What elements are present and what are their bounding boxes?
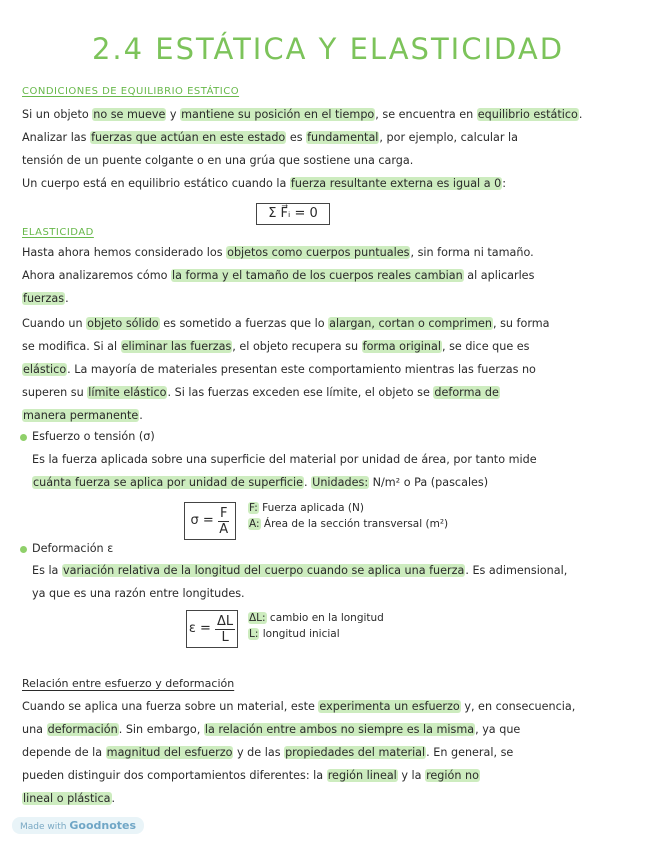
text-run: . Es adimensional, bbox=[465, 564, 568, 577]
highlighted-text: elástico bbox=[23, 363, 67, 376]
strain-legend bbox=[248, 610, 384, 642]
text-run: y, en consecuencia, bbox=[460, 700, 576, 713]
text-line bbox=[22, 385, 642, 401]
text-run: . bbox=[65, 292, 69, 305]
bullet-dot-icon bbox=[20, 546, 27, 553]
highlighted-text: fundamental bbox=[307, 131, 379, 144]
text-run: . bbox=[304, 476, 312, 489]
text-line bbox=[22, 107, 642, 123]
text-run: Es la bbox=[32, 564, 62, 577]
section-heading-equilibrium: CONDICIONES DE EQUILIBRIO ESTÁTICO bbox=[22, 86, 240, 97]
text-run: : bbox=[502, 177, 507, 190]
stress-numerator: F bbox=[219, 505, 228, 521]
bullet-stress bbox=[20, 430, 155, 443]
section-heading-relation: Relación entre esfuerzo y deformación bbox=[22, 677, 235, 690]
highlighted-text: deforma de bbox=[434, 386, 499, 399]
text-run: depende de la bbox=[22, 746, 106, 759]
text-run: . bbox=[111, 792, 116, 805]
text-line bbox=[22, 791, 642, 807]
text-run: Es la fuerza aplicada sobre una superficie del material por unidad de área, por tanto mide bbox=[32, 453, 537, 466]
text-run: , se encuentra en bbox=[375, 108, 477, 121]
highlighted-text: F: bbox=[249, 502, 258, 514]
highlighted-text: experimenta un esfuerzo bbox=[319, 700, 460, 713]
text-run: es bbox=[286, 131, 307, 144]
text-line bbox=[22, 316, 642, 332]
highlighted-text: cuánta fuerza se aplica por unidad de superficie bbox=[33, 476, 304, 489]
text-run: . bbox=[139, 409, 143, 422]
equilibrium-formula-box: Σ F⃗ᵢ = 0 bbox=[256, 203, 330, 225]
highlighted-text: objetos como cuerpos puntuales bbox=[227, 246, 410, 259]
highlighted-text: L: bbox=[249, 628, 259, 640]
text-run: N/m² o Pa (pascales) bbox=[369, 476, 489, 489]
text-run: Cuando un bbox=[22, 317, 87, 330]
text-run: Analizar las bbox=[22, 131, 91, 144]
highlighted-text: la forma y el tamaño de los cuerpos reales cambian bbox=[172, 269, 463, 282]
strain-formula-lhs: ε = bbox=[188, 621, 211, 636]
text-line bbox=[22, 153, 642, 169]
highlighted-text: A: bbox=[249, 518, 260, 530]
text-line bbox=[22, 362, 642, 378]
text-line bbox=[22, 176, 642, 192]
text-run: ya que es una razón entre longitudes. bbox=[32, 587, 245, 600]
text-line bbox=[22, 408, 642, 424]
strain-numerator: ΔL bbox=[217, 613, 234, 629]
text-run: y la bbox=[397, 769, 426, 782]
highlighted-text: deformación bbox=[47, 723, 118, 736]
highlighted-text: fuerzas bbox=[23, 292, 65, 305]
text-line bbox=[22, 722, 642, 738]
highlighted-text: eliminar las fuerzas bbox=[121, 340, 232, 353]
text-line bbox=[22, 245, 642, 261]
text-run: una bbox=[22, 723, 47, 736]
highlighted-text: lineal o plástica bbox=[23, 792, 111, 805]
highlighted-text: objeto sólido bbox=[87, 317, 159, 330]
highlighted-text: Unidades: bbox=[312, 476, 369, 489]
goodnotes-badge bbox=[12, 817, 144, 834]
text-run: , el objeto recupera su bbox=[232, 340, 362, 353]
highlighted-text: manera permanente bbox=[23, 409, 139, 422]
text-line bbox=[22, 699, 642, 715]
text-run: Área de la sección transversal (m²) bbox=[260, 518, 449, 530]
highlighted-text: equilibrio estático bbox=[477, 108, 578, 121]
highlighted-text: fuerza resultante externa es igual a 0 bbox=[290, 177, 502, 190]
text-run: Fuerza aplicada (N) bbox=[258, 502, 364, 514]
highlighted-text: fuerzas que actúan en este estado bbox=[91, 131, 286, 144]
text-run: es sometido a fuerzas que lo bbox=[159, 317, 329, 330]
highlighted-text: mantiene su posición en el tiempo bbox=[181, 108, 375, 121]
text-run: al aplicarles bbox=[463, 269, 535, 282]
text-run: longitud inicial bbox=[259, 628, 340, 640]
strain-fraction bbox=[215, 614, 235, 645]
text-run: tensión de un puente colgante o en una grúa que sostiene una carga. bbox=[22, 154, 414, 167]
text-run: , sin forma ni tamaño. bbox=[410, 246, 534, 259]
stress-formula-lhs: σ = bbox=[190, 513, 214, 528]
stress-formula-box bbox=[184, 502, 236, 540]
legend-item bbox=[248, 500, 448, 516]
text-run: superen su bbox=[22, 386, 88, 399]
text-run: Un cuerpo está en equilibrio estático cuando la bbox=[22, 177, 290, 190]
text-run: . La mayoría de materiales presentan este comportamiento mientras las fuerzas no bbox=[67, 363, 536, 376]
text-line bbox=[32, 452, 642, 468]
legend-item bbox=[248, 610, 384, 626]
badge-brand: Goodnotes bbox=[69, 819, 137, 832]
text-line bbox=[32, 563, 642, 579]
text-run: se modifica. Si al bbox=[22, 340, 121, 353]
highlighted-text: variación relativa de la longitud del cuerpo cuando se aplica una fuerza bbox=[62, 564, 465, 577]
text-run: . Si las fuerzas exceden ese límite, el objeto se bbox=[167, 386, 434, 399]
highlighted-text: ΔL: bbox=[249, 612, 266, 624]
text-run: Cuando se aplica una fuerza sobre un material, este bbox=[22, 700, 319, 713]
text-run: y de las bbox=[233, 746, 285, 759]
legend-item bbox=[248, 626, 384, 642]
highlighted-text: límite elástico bbox=[88, 386, 167, 399]
highlighted-text: alargan, cortan o comprimen bbox=[329, 317, 492, 330]
strain-formula-box bbox=[186, 610, 238, 648]
highlighted-text: forma original bbox=[362, 340, 441, 353]
text-run: , se dice que es bbox=[441, 340, 530, 353]
stress-denominator: A bbox=[219, 521, 229, 537]
bullet-strain-label: Deformación ε bbox=[32, 542, 114, 555]
text-run: , su forma bbox=[492, 317, 550, 330]
text-run: , ya que bbox=[475, 723, 521, 736]
text-run: cambio en la longitud bbox=[266, 612, 384, 624]
highlighted-text: región lineal bbox=[327, 769, 397, 782]
text-run: . Sin embargo, bbox=[118, 723, 204, 736]
highlighted-text: propiedades del material bbox=[285, 746, 426, 759]
strain-denominator: L bbox=[221, 629, 229, 645]
text-run: Ahora analizaremos cómo bbox=[22, 269, 172, 282]
page-title: 2.4 ESTÁTICA Y ELASTICIDAD bbox=[91, 32, 565, 66]
text-run: y bbox=[166, 108, 181, 121]
text-line bbox=[32, 586, 642, 602]
highlighted-text: región no bbox=[426, 769, 479, 782]
text-line bbox=[22, 339, 642, 355]
stress-legend bbox=[248, 500, 448, 532]
legend-item bbox=[248, 516, 448, 532]
text-line bbox=[32, 475, 642, 491]
text-line bbox=[22, 745, 642, 761]
text-line bbox=[22, 291, 642, 307]
text-run: Si un objeto bbox=[22, 108, 93, 121]
badge-prefix: Made with bbox=[20, 822, 67, 832]
stress-fraction bbox=[218, 506, 229, 537]
text-line bbox=[22, 268, 642, 284]
text-run: pueden distinguir dos comportamientos diferentes: la bbox=[22, 769, 327, 782]
text-run: . bbox=[578, 108, 583, 121]
bullet-dot-icon bbox=[20, 434, 27, 441]
text-run: . En general, se bbox=[426, 746, 514, 759]
highlighted-text: la relación entre ambos no siempre es la misma bbox=[204, 723, 475, 736]
bullet-stress-label: Esfuerzo o tensión (σ) bbox=[32, 430, 155, 443]
highlighted-text: no se mueve bbox=[93, 108, 166, 121]
text-run: Hasta ahora hemos considerado los bbox=[22, 246, 227, 259]
text-run: , por ejemplo, calcular la bbox=[379, 131, 519, 144]
bullet-strain bbox=[20, 542, 113, 555]
highlighted-text: magnitud del esfuerzo bbox=[106, 746, 233, 759]
section-heading-elasticity: ELASTICIDAD bbox=[22, 227, 94, 238]
text-line bbox=[22, 130, 642, 146]
text-line bbox=[22, 768, 642, 784]
